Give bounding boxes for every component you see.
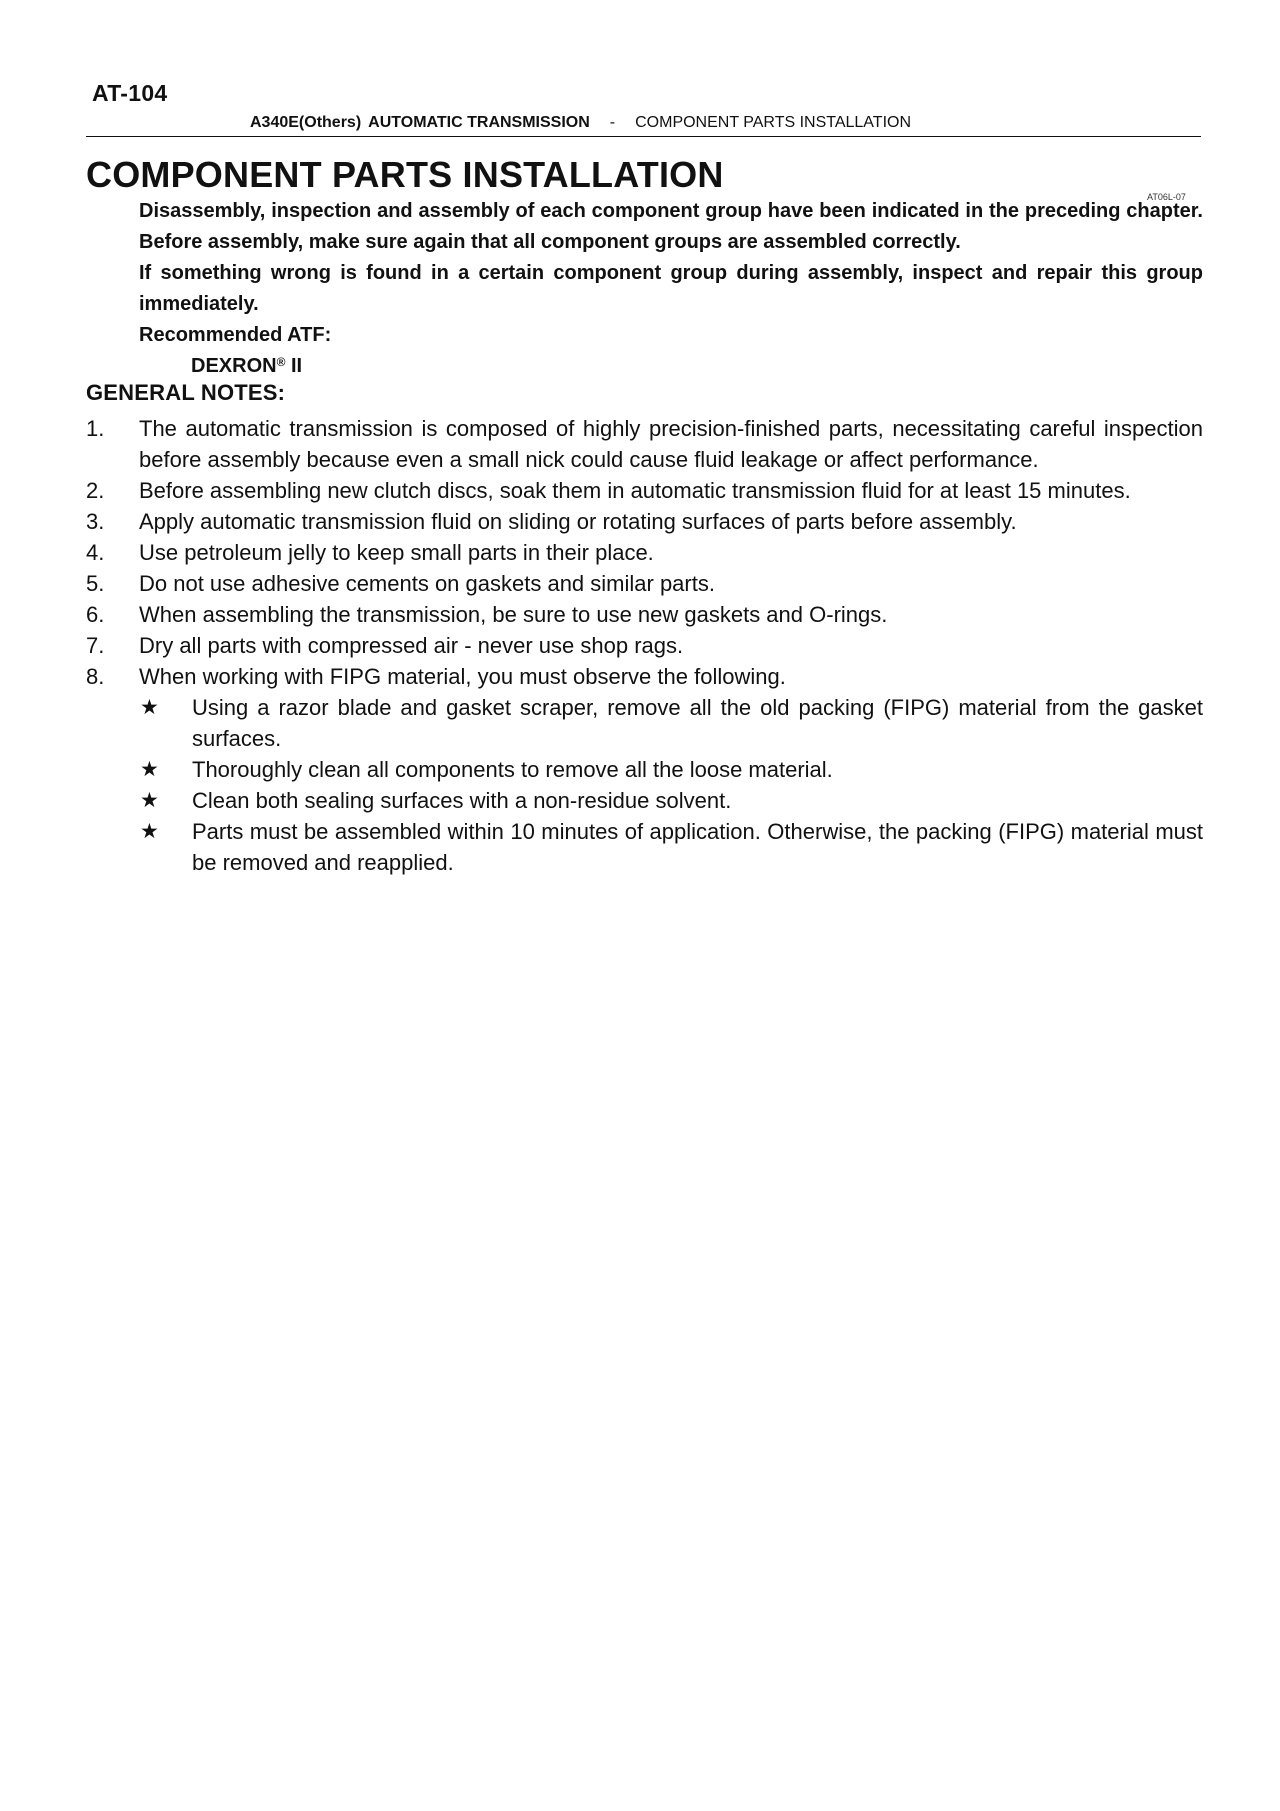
header-divider [86, 136, 1201, 137]
note-number: 8. [86, 664, 105, 689]
star-bullet-icon: ★ [140, 789, 159, 812]
running-header [250, 114, 911, 132]
note-item [86, 475, 1203, 506]
note-number: 6. [86, 602, 105, 627]
note-text: Apply automatic transmission fluid on sliding or rotating surfaces of parts before assembly. [139, 509, 1017, 534]
note-number: 2. [86, 478, 105, 503]
note-text: Dry all parts with compressed air - never use shop rags. [139, 633, 684, 658]
fipg-step [139, 754, 1203, 785]
recommended-atf-label: Recommended ATF: [139, 324, 332, 346]
star-bullet-icon: ★ [140, 696, 159, 719]
header-model: A340E(Others) [250, 114, 362, 131]
fipg-step [139, 692, 1203, 754]
fipg-steps-list [86, 692, 1203, 878]
intro-block [139, 196, 1203, 382]
note-text: When working with FIPG material, you must observe the following. [139, 664, 786, 689]
registered-mark: ® [276, 355, 286, 369]
page-number: AT-104 [92, 80, 168, 106]
note-text: Before assembling new clutch discs, soak them in automatic transmission fluid for at least 15 minutes. [139, 478, 1131, 503]
header-section: AUTOMATIC TRANSMISSION [368, 114, 590, 131]
page-title: COMPONENT PARTS INSTALLATION [86, 154, 724, 195]
note-number: 7. [86, 633, 105, 658]
fipg-step-text: Thoroughly clean all components to remove all the loose material. [192, 757, 833, 782]
note-item [86, 568, 1203, 599]
note-number: 3. [86, 509, 105, 534]
recommended-atf-value [139, 351, 1203, 382]
note-item [86, 630, 1203, 661]
note-item [86, 506, 1203, 537]
atf-brand: DEXRON [191, 355, 277, 377]
note-text: Do not use adhesive cements on gaskets and similar parts. [139, 571, 715, 596]
note-number: 4. [86, 540, 105, 565]
note-text: The automatic transmission is composed of highly precision-finished parts, necessitating careful inspection before assembly because even a small nick could cause fluid leakage or affect performance. [139, 416, 1203, 472]
note-item [86, 413, 1203, 475]
star-bullet-icon: ★ [140, 758, 159, 781]
note-item [86, 661, 1203, 878]
intro-paragraph: Disassembly, inspection and assembly of each component group have been indicated in the preceding chapter. Before assembly, make sure again that all component groups are assembled correctly. [139, 200, 1203, 253]
header-separator: - [609, 114, 616, 131]
note-item [86, 537, 1203, 568]
note-number: 5. [86, 571, 105, 596]
fipg-step-text: Clean both sealing surfaces with a non-residue solvent. [192, 788, 732, 813]
header-chapter: COMPONENT PARTS INSTALLATION [635, 114, 912, 131]
note-text: When assembling the transmission, be sure to use new gaskets and O-rings. [139, 602, 888, 627]
fipg-step [139, 816, 1203, 878]
note-number: 1. [86, 416, 105, 441]
fipg-step-text: Using a razor blade and gasket scraper, remove all the old packing (FIPG) material from the gasket surfaces. [192, 695, 1203, 751]
document-code: AT06L-07 [1147, 192, 1186, 202]
general-notes-heading: GENERAL NOTES: [86, 380, 286, 405]
note-item [86, 599, 1203, 630]
star-bullet-icon: ★ [140, 820, 159, 843]
intro-paragraph: If something wrong is found in a certain component group during assembly, inspect and repair this group immediately. [139, 262, 1203, 315]
note-text: Use petroleum jelly to keep small parts in their place. [139, 540, 654, 565]
fipg-step-text: Parts must be assembled within 10 minutes of application. Otherwise, the packing (FIPG) material must be removed and reapplied. [192, 819, 1203, 875]
general-notes-list [86, 413, 1203, 878]
atf-grade: II [290, 355, 303, 377]
fipg-step [139, 785, 1203, 816]
